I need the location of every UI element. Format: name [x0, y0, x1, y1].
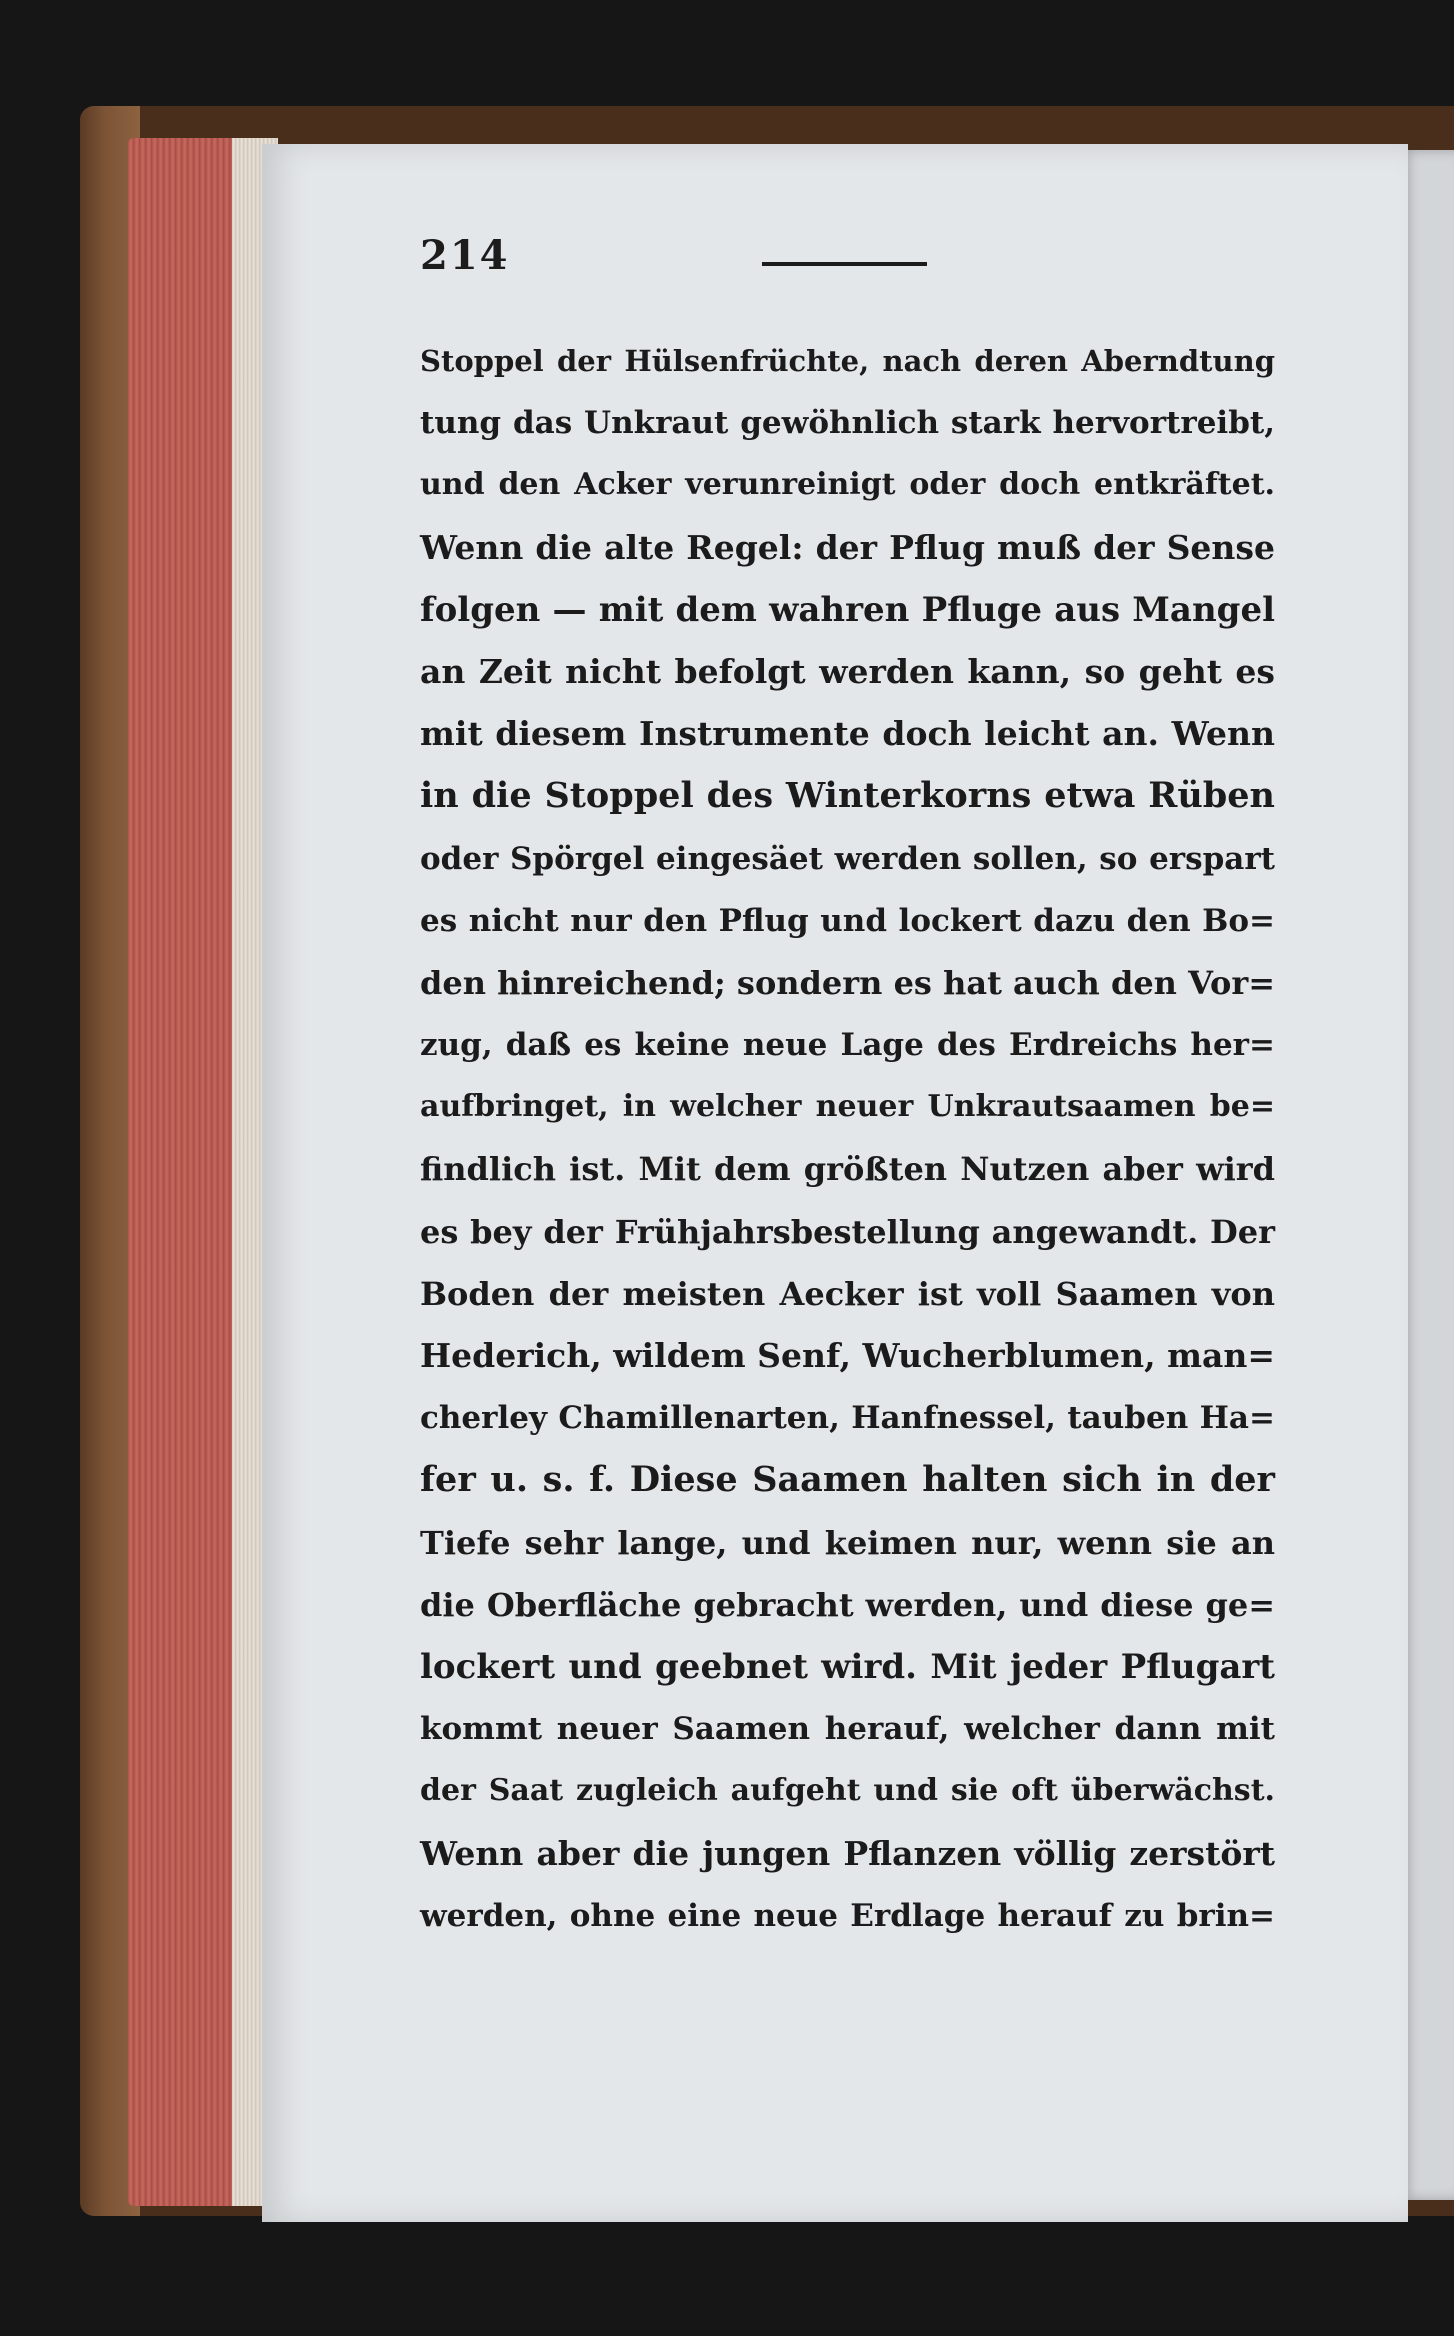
text-line: Wenn aber die jungen Pflanzen völlig zerstört — [420, 1833, 1275, 1873]
text-line: mit diesem Instrumente doch leicht an. Wenn — [420, 714, 1275, 754]
text-line: zug, daß es keine neue Lage des Erdreichs her= — [420, 1027, 1275, 1064]
text-line: oder Spörgel eingesäet werden sollen, so erspart — [420, 840, 1275, 877]
text-line: werden, ohne eine neue Erdlage herauf zu brin= — [420, 1897, 1275, 1934]
text-line: fer u. s. f. Diese Saamen halten sich in der — [420, 1459, 1275, 1501]
text-line: Boden der meisten Aecker ist voll Saamen von — [420, 1274, 1275, 1313]
text-line: es nicht nur den Pflug und lockert dazu den Bo= — [420, 902, 1275, 939]
text-line: findlich ist. Mit dem größten Nutzen aber wird — [420, 1150, 1275, 1189]
header-rule — [762, 262, 927, 266]
text-line: cherley Chamillenarten, Hanfnessel, tauben Ha= — [420, 1400, 1275, 1437]
text-line: Tiefe sehr lange, und keimen nur, wenn sie an — [420, 1523, 1275, 1562]
text-line: Wenn die alte Regel: der Pflug muß der Sense — [420, 527, 1275, 567]
text-line: der Saat zugleich aufgeht und sie oft überwächst. — [420, 1773, 1275, 1809]
text-line: in die Stoppel des Winterkorns etwa Rüben — [420, 775, 1275, 817]
text-line: aufbringet, in welcher neuer Unkrautsaamen be= — [420, 1089, 1275, 1125]
page-text — [420, 330, 1275, 1947]
text-line: an Zeit nicht befolgt werden kann, so geht es — [420, 651, 1275, 691]
text-line: kommt neuer Saamen herauf, welcher dann mit — [420, 1711, 1275, 1748]
text-line: die Oberfläche gebracht werden, und diese ge= — [420, 1585, 1275, 1624]
text-line: den hinreichend; sondern es hat auch den Vor= — [420, 963, 1275, 1002]
page-number: 214 — [420, 232, 510, 279]
text-line: es bey der Frühjahrsbestellung angewandt. Der — [420, 1212, 1275, 1251]
text-line: Stoppel der Hülsenfrüchte, nach deren Aberndtung — [420, 344, 1275, 378]
text-line: tung das Unkraut gewöhnlich stark hervortreibt, — [420, 405, 1275, 442]
text-line: lockert und geebnet wird. Mit jeder Pflugart — [420, 1646, 1275, 1687]
text-line: und den Acker verunreinigt oder doch entkräftet. — [420, 467, 1275, 503]
page-edges — [128, 138, 278, 2206]
text-line: folgen — mit dem wahren Pfluge aus Mangel — [420, 589, 1275, 630]
text-line: Hederich, wildem Senf, Wucherblumen, man= — [420, 1336, 1276, 1375]
